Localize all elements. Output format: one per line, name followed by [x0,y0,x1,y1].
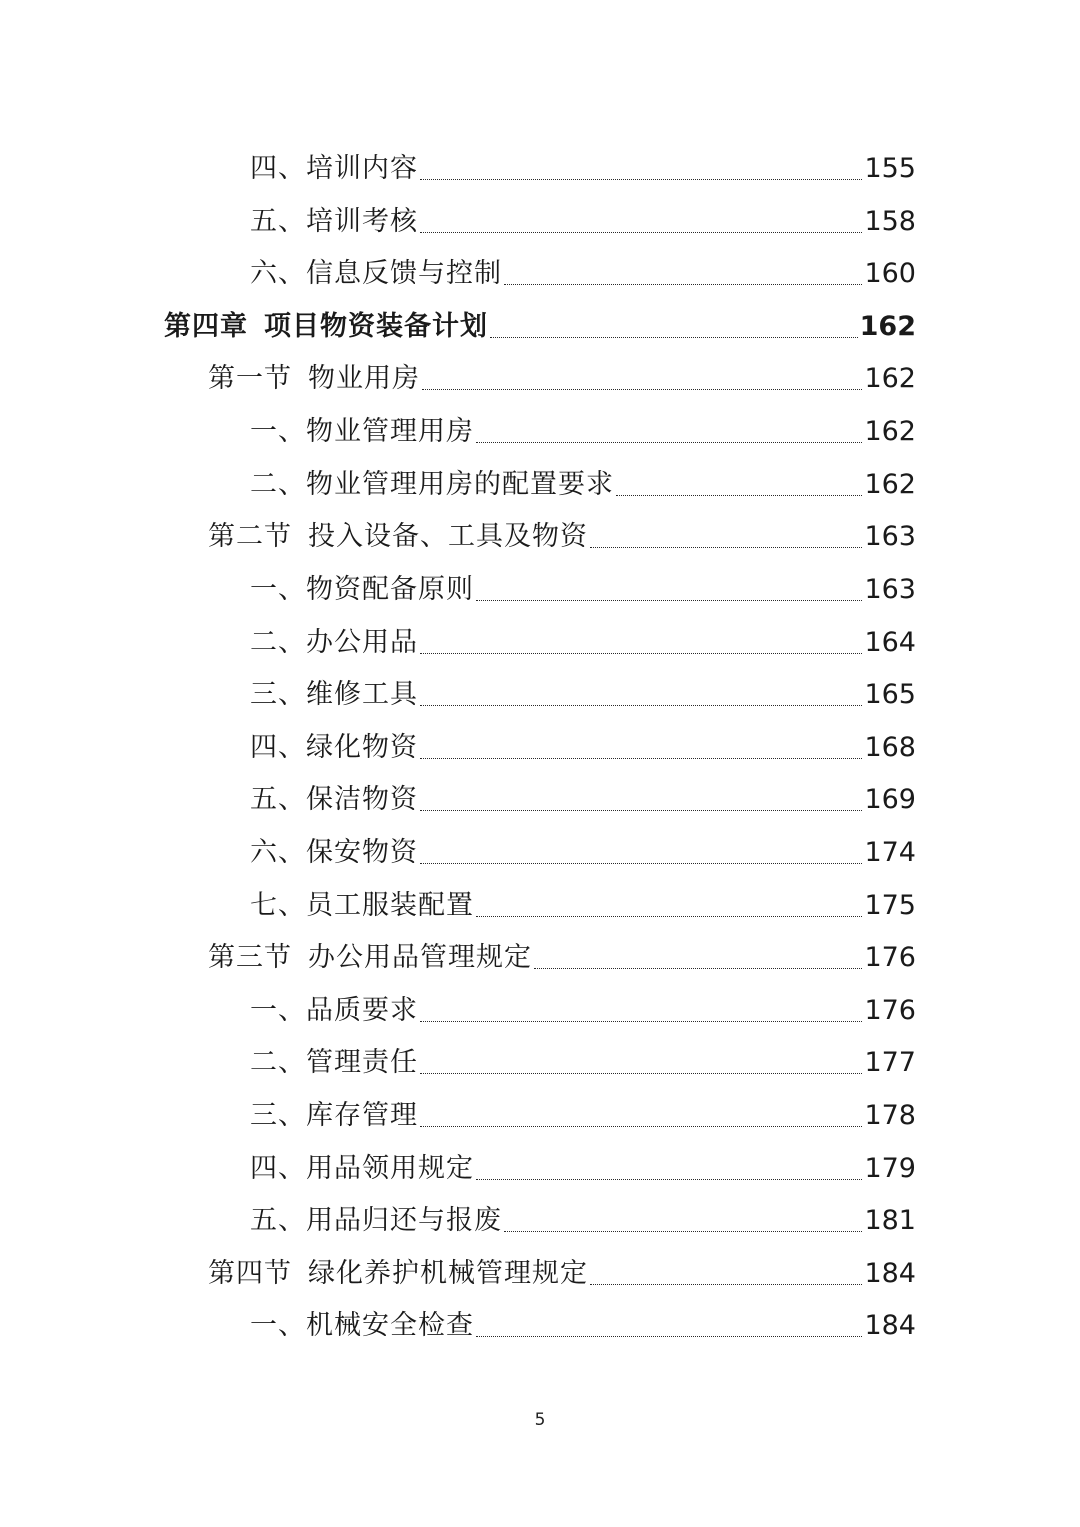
toc-entry-page: 164 [864,627,916,658]
toc-entry-page: 162 [864,363,916,394]
dot-leader [476,442,862,443]
toc-entry[interactable] [250,879,916,923]
toc-entry-page: 184 [864,1310,916,1341]
toc-entry[interactable] [250,826,916,870]
section-number: 第一节 [208,363,292,394]
toc-entry-page: 177 [864,1047,916,1078]
toc-entry[interactable] [250,405,916,449]
toc-entry-title: 五、培训考核 [250,206,418,237]
toc-entry-page: 178 [864,1100,916,1131]
toc-entry-page: 181 [864,1205,916,1236]
toc-entry-page: 163 [864,574,916,605]
toc-entry-page: 158 [864,206,916,237]
dot-leader [476,600,862,601]
toc-entry-title: 四、培训内容 [250,153,418,184]
toc-entry-title [208,1257,588,1291]
toc-entry-title: 五、用品归还与报废 [250,1205,502,1236]
toc-section-entry[interactable] [208,352,916,396]
toc-entry[interactable] [250,458,916,502]
chapter-number: 第四章 [164,311,248,342]
toc-entry-page: 168 [864,732,916,763]
toc-entry-page: 162 [864,469,916,500]
dot-leader [420,1073,862,1074]
toc-entry-page: 179 [864,1153,916,1184]
toc-entry-title: 七、员工服装配置 [250,890,474,921]
dot-leader [590,1284,862,1285]
toc-entry-page: 163 [864,521,916,552]
dot-leader [420,705,862,706]
dot-leader [616,495,862,496]
toc-entry-page: 176 [864,995,916,1026]
toc-section-entry[interactable] [208,1247,916,1291]
toc-entry-title: 三、库存管理 [250,1100,418,1131]
section-number: 第三节 [208,942,292,973]
toc-entry[interactable] [250,563,916,607]
dot-leader [476,1336,862,1337]
dot-leader [504,284,862,285]
toc-entry-page: 184 [864,1258,916,1289]
dot-leader [420,653,862,654]
toc-entry[interactable] [250,247,916,291]
dot-leader [420,179,862,180]
toc-entry-title: 二、物业管理用房的配置要求 [250,469,614,500]
section-number: 第四节 [208,1258,292,1289]
toc-entry[interactable] [250,1142,916,1186]
toc-entry-title: 二、办公用品 [250,627,418,658]
dot-leader [534,968,862,969]
toc-entry-title: 六、保安物资 [250,837,418,868]
section-title: 绿化养护机械管理规定 [308,1258,588,1289]
toc-entry-page: 155 [864,153,916,184]
toc-entry[interactable] [250,668,916,712]
toc-entry-page: 165 [864,679,916,710]
toc-entry-title [208,941,532,975]
section-title: 办公用品管理规定 [308,942,532,973]
toc-entry[interactable] [250,721,916,765]
dot-leader [504,1231,862,1232]
page-number: 5 [534,1410,546,1430]
toc-entry-page: 176 [864,942,916,973]
dot-leader [420,758,862,759]
toc-entry[interactable] [250,984,916,1028]
section-number: 第二节 [208,521,292,552]
toc-entry-page: 162 [859,311,916,342]
dot-leader [420,232,862,233]
chapter-title: 项目物资装备计划 [264,311,488,342]
toc-entry-title [208,362,420,396]
dot-leader [490,337,858,338]
dot-leader [420,863,862,864]
dot-leader [476,916,862,917]
section-title: 物业用房 [308,363,420,394]
toc-entry-title [164,310,488,344]
toc-entry-title: 二、管理责任 [250,1047,418,1078]
dot-leader [420,1126,862,1127]
toc-entry-title: 四、用品领用规定 [250,1153,474,1184]
toc-entry-title: 一、物资配备原则 [250,574,474,605]
toc-section-entry[interactable] [208,510,916,554]
toc-entry[interactable] [250,1036,916,1080]
toc-entry-title [208,520,588,554]
toc-entry[interactable] [250,1089,916,1133]
toc-entry-title: 五、保洁物资 [250,784,418,815]
section-title: 投入设备、工具及物资 [308,521,588,552]
toc-entry-title: 四、绿化物资 [250,732,418,763]
toc-entry-page: 175 [864,890,916,921]
dot-leader [422,389,862,390]
toc-chapter-entry[interactable] [164,300,916,344]
toc-entry-title: 一、物业管理用房 [250,416,474,447]
dot-leader [476,1179,862,1180]
toc-entry[interactable] [250,773,916,817]
toc-entry[interactable] [250,616,916,660]
toc-entry-page: 160 [864,258,916,289]
dot-leader [420,1021,862,1022]
toc-entry-title: 一、机械安全检查 [250,1310,474,1341]
toc-entry-title: 六、信息反馈与控制 [250,258,502,289]
toc-entry-page: 162 [864,416,916,447]
toc-entry-title: 三、维修工具 [250,679,418,710]
toc-entry[interactable] [250,1299,916,1343]
dot-leader [590,547,862,548]
toc-entry[interactable] [250,195,916,239]
toc-section-entry[interactable] [208,931,916,975]
toc-entry-page: 174 [864,837,916,868]
toc-entry-page: 169 [864,784,916,815]
toc-entry-title: 一、品质要求 [250,995,418,1026]
dot-leader [420,810,862,811]
toc-entry[interactable] [250,142,916,186]
toc-entry[interactable] [250,1194,916,1238]
